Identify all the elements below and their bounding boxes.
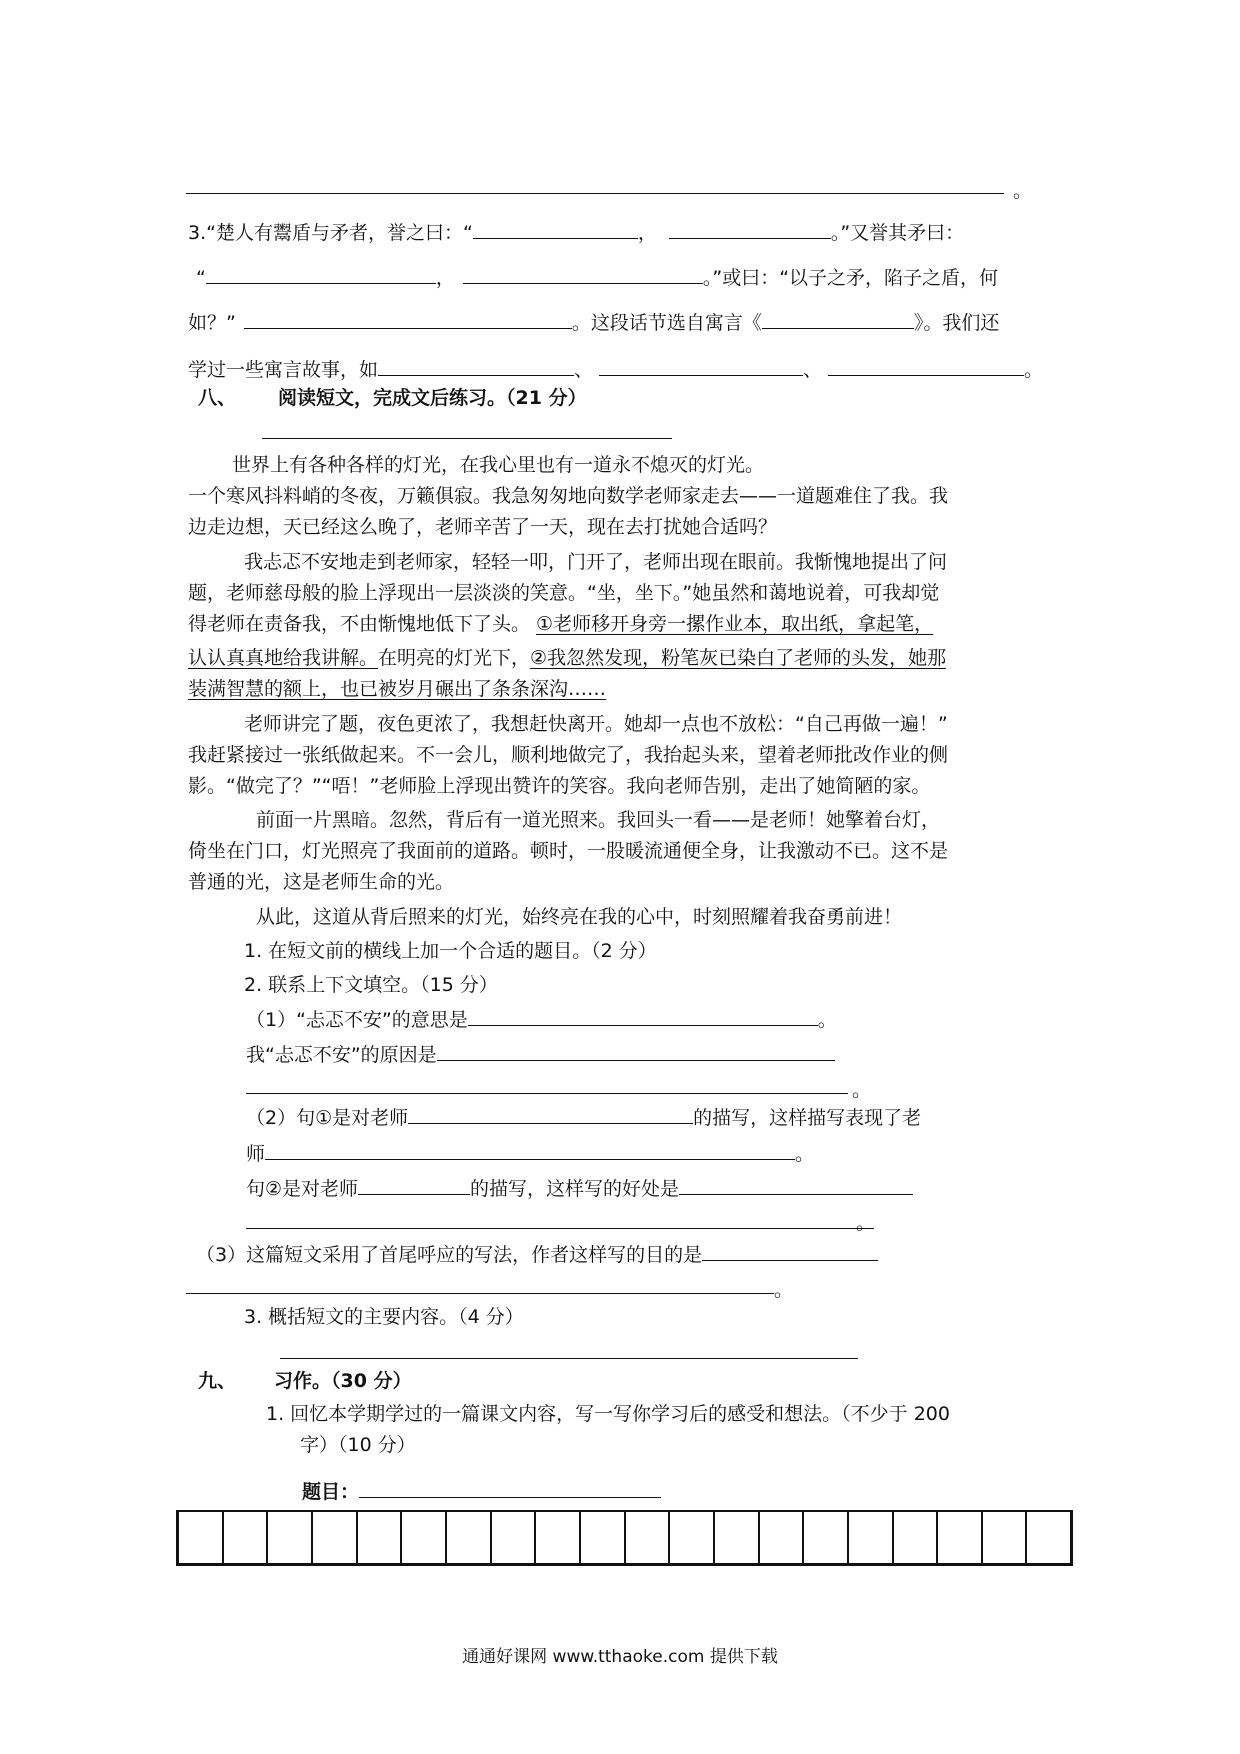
section-9-heading: 九、 习作。（30 分） (198, 1370, 412, 1392)
passage-line: 题，老师慈母般的脸上浮现出一层淡淡的笑意。“坐，坐下。”她虽然和蔼地说着，可我却觉 (188, 582, 940, 604)
passage-p1: 世界上有各种各样的灯光，在我心里也有一道永不熄灭的灯光。 (232, 454, 765, 476)
answer-blank[interactable] (437, 1040, 835, 1061)
passage-line: 得老师在责备我，不由惭愧地低下了头。 ①老师移开身旁一摞作业本，取出纸，拿起笔， (188, 613, 934, 635)
question-3-line-4: 学过一些寓言故事，如 、 、 。 (188, 355, 1043, 383)
grid-cell[interactable] (179, 1512, 224, 1563)
passage-line: 从此，这道从背后照来的灯光，始终亮在我的心中，时刻照耀着我奋勇前进！ (256, 906, 903, 928)
passage-line: 边走边想，天已经这么晚了，老师辛苦了一天，现在去打扰她合适吗？ (188, 516, 778, 538)
answer-blank[interactable] (206, 263, 436, 284)
answer-line[interactable] (246, 1093, 848, 1094)
answer-line[interactable] (280, 1358, 858, 1359)
answer-blank[interactable] (702, 1240, 878, 1261)
answer-blank[interactable] (762, 308, 914, 329)
passage-line (188, 676, 606, 702)
underlined-sentence-1: ①老师移开身旁一摞作业本，取出纸，拿起笔， (536, 613, 934, 635)
grid-cell[interactable] (849, 1512, 894, 1563)
question-2-2: （2）句①是对老师 的描写，这样描写表现了老 (246, 1103, 921, 1131)
answer-blank[interactable] (265, 1139, 795, 1160)
answer-blank[interactable] (463, 263, 703, 284)
question-3-line-3: 如？” 。这段话节选自寓言《 》。我们还 (188, 308, 999, 336)
essay-title-label: 题目： (302, 1477, 661, 1505)
passage-line: 倚坐在门口，灯光照亮了我面前的道路。顿时，一股暖流通便全身，让我激动不已。这不是 (188, 840, 949, 862)
page-footer: 通通好课网 www.tthaoke.com 提供下载 (462, 1647, 778, 1667)
underlined-sentence-1: 认认真真地给我讲解。 (188, 647, 379, 669)
punctuation: 。 (856, 1212, 876, 1234)
answer-blank[interactable] (358, 1174, 470, 1195)
writing-prompt: 字）（10 分） (300, 1434, 416, 1456)
answer-blank[interactable] (669, 218, 831, 239)
passage-line: 我赶紧接过一张纸做起来。不一会儿，顺利地做完了，我抬起头来，望着老师批改作业的侧 (188, 744, 949, 766)
section-8-heading: 八、 阅读短文，完成文后练习。（21 分） (198, 387, 587, 409)
title-answer-line[interactable] (262, 438, 672, 439)
grid-cell[interactable] (983, 1512, 1028, 1563)
answer-line[interactable] (186, 1293, 774, 1294)
grid-cell[interactable] (492, 1512, 537, 1563)
question-2-1: （1）“忐忑不安”的意思是 。 (246, 1005, 837, 1033)
answer-blank[interactable] (599, 355, 803, 376)
passage-line: 我忐忑不安地走到老师家，轻轻一叩，门开了，老师出现在眼前。我惭愧地提出了问 (244, 551, 948, 573)
question-2: 2. 联系上下文填空。（15 分） (244, 974, 498, 996)
grid-cell[interactable] (894, 1512, 939, 1563)
passage-line: 前面一片黑暗。忽然，背后有一道光照来。我回头一看——是老师！她擎着台灯， (256, 809, 941, 831)
grid-cell[interactable] (224, 1512, 269, 1563)
question-2-1-reason: 我“忐忑不安”的原因是 (246, 1040, 835, 1068)
answer-blank[interactable] (378, 355, 574, 376)
writing-grid[interactable] (176, 1510, 1073, 1566)
answer-blank[interactable] (244, 308, 572, 329)
grid-cell[interactable] (447, 1512, 492, 1563)
grid-cell[interactable] (670, 1512, 715, 1563)
grid-cell[interactable] (760, 1512, 805, 1563)
grid-cell[interactable] (536, 1512, 581, 1563)
grid-cell[interactable] (581, 1512, 626, 1563)
question-3-line-1: 3.“楚人有鬻盾与矛者，誉之曰：“ ， 。”又誉其矛曰： (188, 218, 964, 246)
answer-line[interactable] (246, 1228, 874, 1229)
question-3-line-2: “ ， 。”或曰：“以子之矛，陷子之盾，何 (196, 263, 998, 291)
punctuation: 。 (852, 1079, 872, 1101)
grid-cell[interactable] (804, 1512, 849, 1563)
grid-cell[interactable] (626, 1512, 671, 1563)
grid-cell[interactable] (1027, 1512, 1070, 1563)
essay-title-input[interactable] (359, 1477, 661, 1498)
passage-line: 影。“做完了？”“唔！”老师脸上浮现出赞许的笑容。我向老师告别，走出了她简陋的家。 (188, 775, 931, 797)
grid-cell[interactable] (715, 1512, 760, 1563)
passage-line: 一个寒风抖料峭的冬夜，万籁俱寂。我急匆匆地向数学老师家走去——一道题难住了我。我 (188, 485, 949, 507)
writing-prompt: 1. 回忆本学期学过的一篇课文内容，写一写你学习后的感受和想法。（不少于 200 (266, 1403, 950, 1425)
question-3: 3. 概括短文的主要内容。（4 分） (244, 1306, 524, 1328)
passage-line: 老师讲完了题，夜色更浓了，我想赶快离开。她却一点也不放松：“自己再做一遍！” (244, 713, 948, 735)
question-1: 1. 在短文前的横线上加一个合适的题目。（2 分） (244, 940, 657, 962)
underlined-sentence-2: ②我忽然发现，粉笔灰已染白了老师的头发，她那 (530, 647, 947, 669)
answer-blank[interactable] (468, 1005, 818, 1026)
grid-cell[interactable] (313, 1512, 358, 1563)
punctuation: 。 (774, 1279, 794, 1301)
answer-blank[interactable] (408, 1103, 693, 1124)
question-2-2-sentence2: 句②是对老师 的描写，这样写的好处是 (246, 1174, 913, 1202)
question-2-2-cont: 师 。 (246, 1139, 814, 1167)
grid-cell[interactable] (402, 1512, 447, 1563)
punctuation: 。 (1013, 180, 1033, 202)
answer-blank[interactable] (679, 1174, 913, 1195)
answer-blank[interactable] (473, 218, 638, 239)
answer-blank[interactable] (828, 355, 1024, 376)
grid-cell[interactable] (268, 1512, 313, 1563)
grid-cell[interactable] (938, 1512, 983, 1563)
grid-cell[interactable] (358, 1512, 403, 1563)
answer-line[interactable] (186, 193, 1004, 194)
passage-line: 认认真真地给我讲解。在明亮的灯光下，②我忽然发现，粉笔灰已染白了老师的头发，她那 (188, 647, 947, 669)
question-2-3: （3）这篇短文采用了首尾呼应的写法，作者这样写的目的是 (196, 1240, 878, 1268)
passage-line: 普通的光，这是老师生命的光。 (188, 871, 455, 893)
underlined-sentence-2: 装满智慧的额上，也已被岁月碾出了条条深沟…… (188, 678, 607, 700)
